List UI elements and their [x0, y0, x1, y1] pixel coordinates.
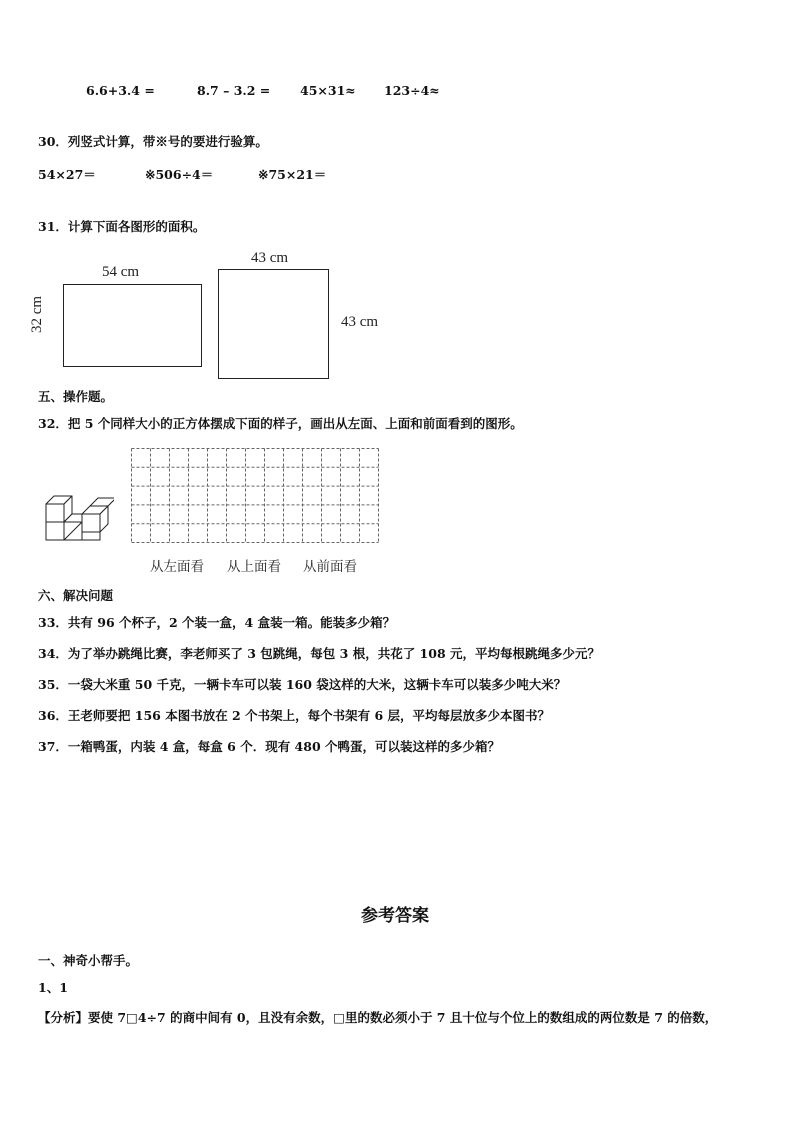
square-top-label: 43 cm: [251, 250, 289, 266]
square-shape: [218, 269, 329, 379]
dashed-grid: [131, 448, 380, 544]
question-33: 33．共有 96 个杯子，2 个装一盒，4 盒装一箱。能装多少箱？: [38, 615, 396, 630]
view-label-front: 从前面看: [303, 559, 357, 575]
cube-front-face: [82, 532, 100, 540]
cube-front-face: [82, 514, 100, 532]
answers-title: 参考答案: [361, 906, 429, 926]
section-5-heading: 五、操作题。: [38, 389, 114, 404]
question-36: 36．王老师要把 156 本图书放在 2 个书架上，每个书架有 6 层，平均每层放多少本图书？: [38, 708, 550, 723]
answer-analysis: 【分析】要使 7□4÷7 的商中间有 0，且没有余数，□里的数必须小于 7 且十位与个位上的数组成的两位数是 7 的倍数，: [38, 1010, 718, 1025]
answer-item-1: 1、1: [38, 980, 68, 995]
rectangle-shape: [63, 284, 202, 367]
square-side-label: 43 cm: [341, 314, 379, 330]
question-37: 37．一箱鸭蛋，内装 4 盒，每盒 6 个．现有 480 个鸭蛋，可以装这样的多少箱？: [38, 739, 500, 754]
rect-height-label: 32 cm: [29, 295, 45, 333]
question-32: 32．把 5 个同样大小的正方体摆成下面的样子，画出从左面、上面和前面看到的图形。: [38, 416, 523, 431]
view-label-left: 从左面看: [150, 559, 204, 575]
cube-stack-figure: [42, 494, 114, 548]
view-label-top: 从上面看: [227, 559, 281, 575]
q30-item-1: 54×27＝: [38, 167, 96, 182]
calc-item-1: 6.6+3.4 =: [86, 83, 155, 98]
cube-top-face: [90, 498, 114, 506]
calc-item-4: 123÷4≈: [384, 83, 440, 98]
section-6-heading: 六、解决问题: [38, 588, 114, 603]
calc-item-3: 45×31≈: [300, 83, 356, 98]
q30-item-2: ※506÷4＝: [145, 167, 214, 182]
question-35: 35．一袋大米重 50 千克，一辆卡车可以装 160 袋这样的大米，这辆卡车可以装多少吨大米？: [38, 677, 567, 692]
question-30: 30．列竖式计算，带※号的要进行验算。: [38, 134, 268, 149]
answers-section-1: 一、神奇小帮手。: [38, 953, 139, 968]
rect-width-label: 54 cm: [102, 264, 140, 280]
question-31: 31．计算下面各图形的面积。: [38, 219, 206, 234]
cube-front-face: [46, 522, 64, 540]
cube-front-face: [46, 504, 64, 522]
question-34: 34．为了举办跳绳比赛，李老师买了 3 包跳绳，每包 3 根，共花了 108 元，平均每根跳绳多少元？: [38, 646, 600, 661]
calc-item-2: 8.7 – 3.2 =: [197, 83, 271, 98]
q30-item-3: ※75×21＝: [258, 167, 327, 182]
